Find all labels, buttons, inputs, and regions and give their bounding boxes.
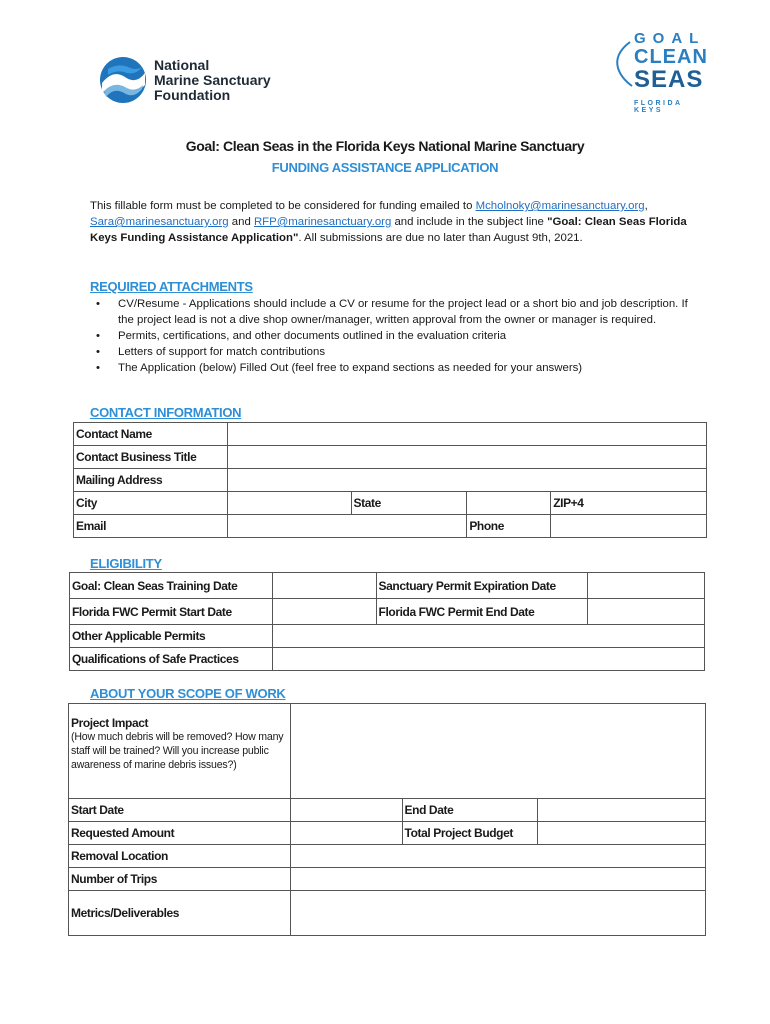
table-row <box>69 891 706 936</box>
nmsf-line-2: Marine Sanctuary <box>154 71 271 88</box>
mailing-address-field[interactable] <box>227 469 706 492</box>
list-item: • Permits, certifications, and other documents outlined in the evaluation criteria <box>90 328 690 344</box>
metrics-field[interactable] <box>290 891 705 936</box>
contact-business-title-field[interactable] <box>227 446 706 469</box>
contact-information-heading: CONTACT INFORMATION <box>90 405 242 420</box>
zip-label: ZIP+4 <box>551 492 707 515</box>
table-row <box>69 845 706 868</box>
eligibility-table <box>69 572 705 671</box>
email-link-rfp[interactable]: RFP@marinesanctuary.org <box>253 216 392 228</box>
qualifications-field[interactable] <box>272 648 704 671</box>
intro-paragraph <box>90 198 690 246</box>
table-row <box>74 446 707 469</box>
required-attachments-heading: REQUIRED ATTACHMENTS <box>90 279 253 294</box>
start-date-label: Start Date <box>69 799 291 822</box>
removal-location-field[interactable] <box>290 845 705 868</box>
intro-sep-1: , <box>644 200 648 212</box>
list-item: • The Application (below) Filled Out (feel free to expand sections as needed for your answers) <box>90 360 690 376</box>
table-row <box>69 799 706 822</box>
gcs-keys-text: FLORIDA KEYS <box>634 100 683 114</box>
nmsf-logo-text <box>154 58 271 103</box>
start-date-field[interactable] <box>290 799 402 822</box>
scope-of-work-heading: ABOUT YOUR SCOPE OF WORK <box>90 686 286 701</box>
project-impact-label-cell <box>69 704 291 799</box>
nmsf-line-3: Foundation <box>154 86 231 103</box>
requested-amount-field[interactable] <box>290 822 402 845</box>
nmsf-logo <box>98 55 271 105</box>
metrics-label: Metrics/Deliverables <box>69 891 291 936</box>
project-impact-field[interactable] <box>290 704 705 799</box>
intro-subject: "Goal: Clean Seas Florida Keys Funding Assistance Application" <box>90 216 687 244</box>
total-budget-field[interactable] <box>538 822 706 845</box>
table-row <box>69 704 706 799</box>
contact-name-label: Contact Name <box>74 423 228 446</box>
list-item: • Letters of support for match contributions <box>90 344 690 360</box>
scope-table <box>68 703 706 936</box>
table-row <box>70 625 705 648</box>
other-permits-field[interactable] <box>272 625 704 648</box>
city-label: City <box>74 492 228 515</box>
training-date-label: Goal: Clean Seas Training Date <box>70 573 273 599</box>
table-row <box>70 573 705 599</box>
list-item: • CV/Resume - Applications should include a CV or resume for the project lead or a short bio and job description. If the project lead is not a dive shop owner/manager, written approval from the owner or manager is required. <box>90 296 690 328</box>
number-of-trips-field[interactable] <box>290 868 705 891</box>
nmsf-line-1: National <box>154 56 210 73</box>
email-link-sara[interactable]: Sara@marinesanctuary.org <box>90 216 229 228</box>
page-title: Goal: Clean Seas in the Florida Keys National Marine Sanctuary <box>185 138 585 154</box>
total-budget-label: Total Project Budget <box>402 822 538 845</box>
table-row <box>74 423 707 446</box>
intro-text-1: This fillable form must be completed to be considered for funding emailed to <box>90 200 473 212</box>
email-link-mcholnoky[interactable]: Mcholnoky@marinesanctuary.org <box>475 200 645 212</box>
fwc-start-field[interactable] <box>272 599 376 625</box>
requested-amount-label: Requested Amount <box>69 822 291 845</box>
city-field[interactable] <box>227 492 351 515</box>
number-of-trips-label: Number of Trips <box>69 868 291 891</box>
table-row <box>69 868 706 891</box>
project-impact-label: Project Impact <box>71 716 149 730</box>
intro-text-2: and include in the subject line <box>391 216 548 228</box>
table-row <box>74 515 707 538</box>
contact-table <box>73 422 707 538</box>
table-row <box>74 492 707 515</box>
gcs-goal-text: GOAL <box>634 30 706 47</box>
table-row <box>70 599 705 625</box>
removal-location-label: Removal Location <box>69 845 291 868</box>
intro-text-3: . All submissions are due no later than August 9th, 2021. <box>298 232 583 244</box>
mailing-address-label: Mailing Address <box>74 469 228 492</box>
permit-expiration-field[interactable] <box>588 573 705 599</box>
training-date-field[interactable] <box>272 573 376 599</box>
state-field[interactable] <box>467 492 551 515</box>
gcs-seas-text: SEAS <box>634 66 704 93</box>
qualifications-label: Qualifications of Safe Practices <box>70 648 273 671</box>
project-impact-note: (How much debris will be removed? How many staff will be trained? Will you increase public awareness of marine debris issues?) <box>71 731 284 771</box>
table-row <box>70 648 705 671</box>
email-field[interactable] <box>227 515 467 538</box>
goal-clean-seas-logo <box>608 30 708 114</box>
fwc-end-field[interactable] <box>588 599 705 625</box>
contact-business-title-label: Contact Business Title <box>74 446 228 469</box>
phone-field[interactable] <box>551 515 707 538</box>
end-date-label: End Date <box>402 799 538 822</box>
page-subtitle: FUNDING ASSISTANCE APPLICATION <box>271 160 499 175</box>
nmsf-logo-icon <box>98 55 148 105</box>
permit-expiration-label: Sanctuary Permit Expiration Date <box>376 573 588 599</box>
contact-name-field[interactable] <box>227 423 706 446</box>
other-permits-label: Other Applicable Permits <box>70 625 273 648</box>
gcs-clean-text: CLEAN <box>634 46 708 68</box>
fwc-end-label: Florida FWC Permit End Date <box>376 599 588 625</box>
email-label: Email <box>74 515 228 538</box>
table-row <box>69 822 706 845</box>
fwc-start-label: Florida FWC Permit Start Date <box>70 599 273 625</box>
end-date-field[interactable] <box>538 799 706 822</box>
state-label: State <box>351 492 467 515</box>
attachments-list <box>90 296 690 376</box>
table-row <box>74 469 707 492</box>
eligibility-heading: ELIGIBILITY <box>90 556 162 571</box>
phone-label: Phone <box>467 515 551 538</box>
intro-sep-2: and <box>228 216 254 228</box>
